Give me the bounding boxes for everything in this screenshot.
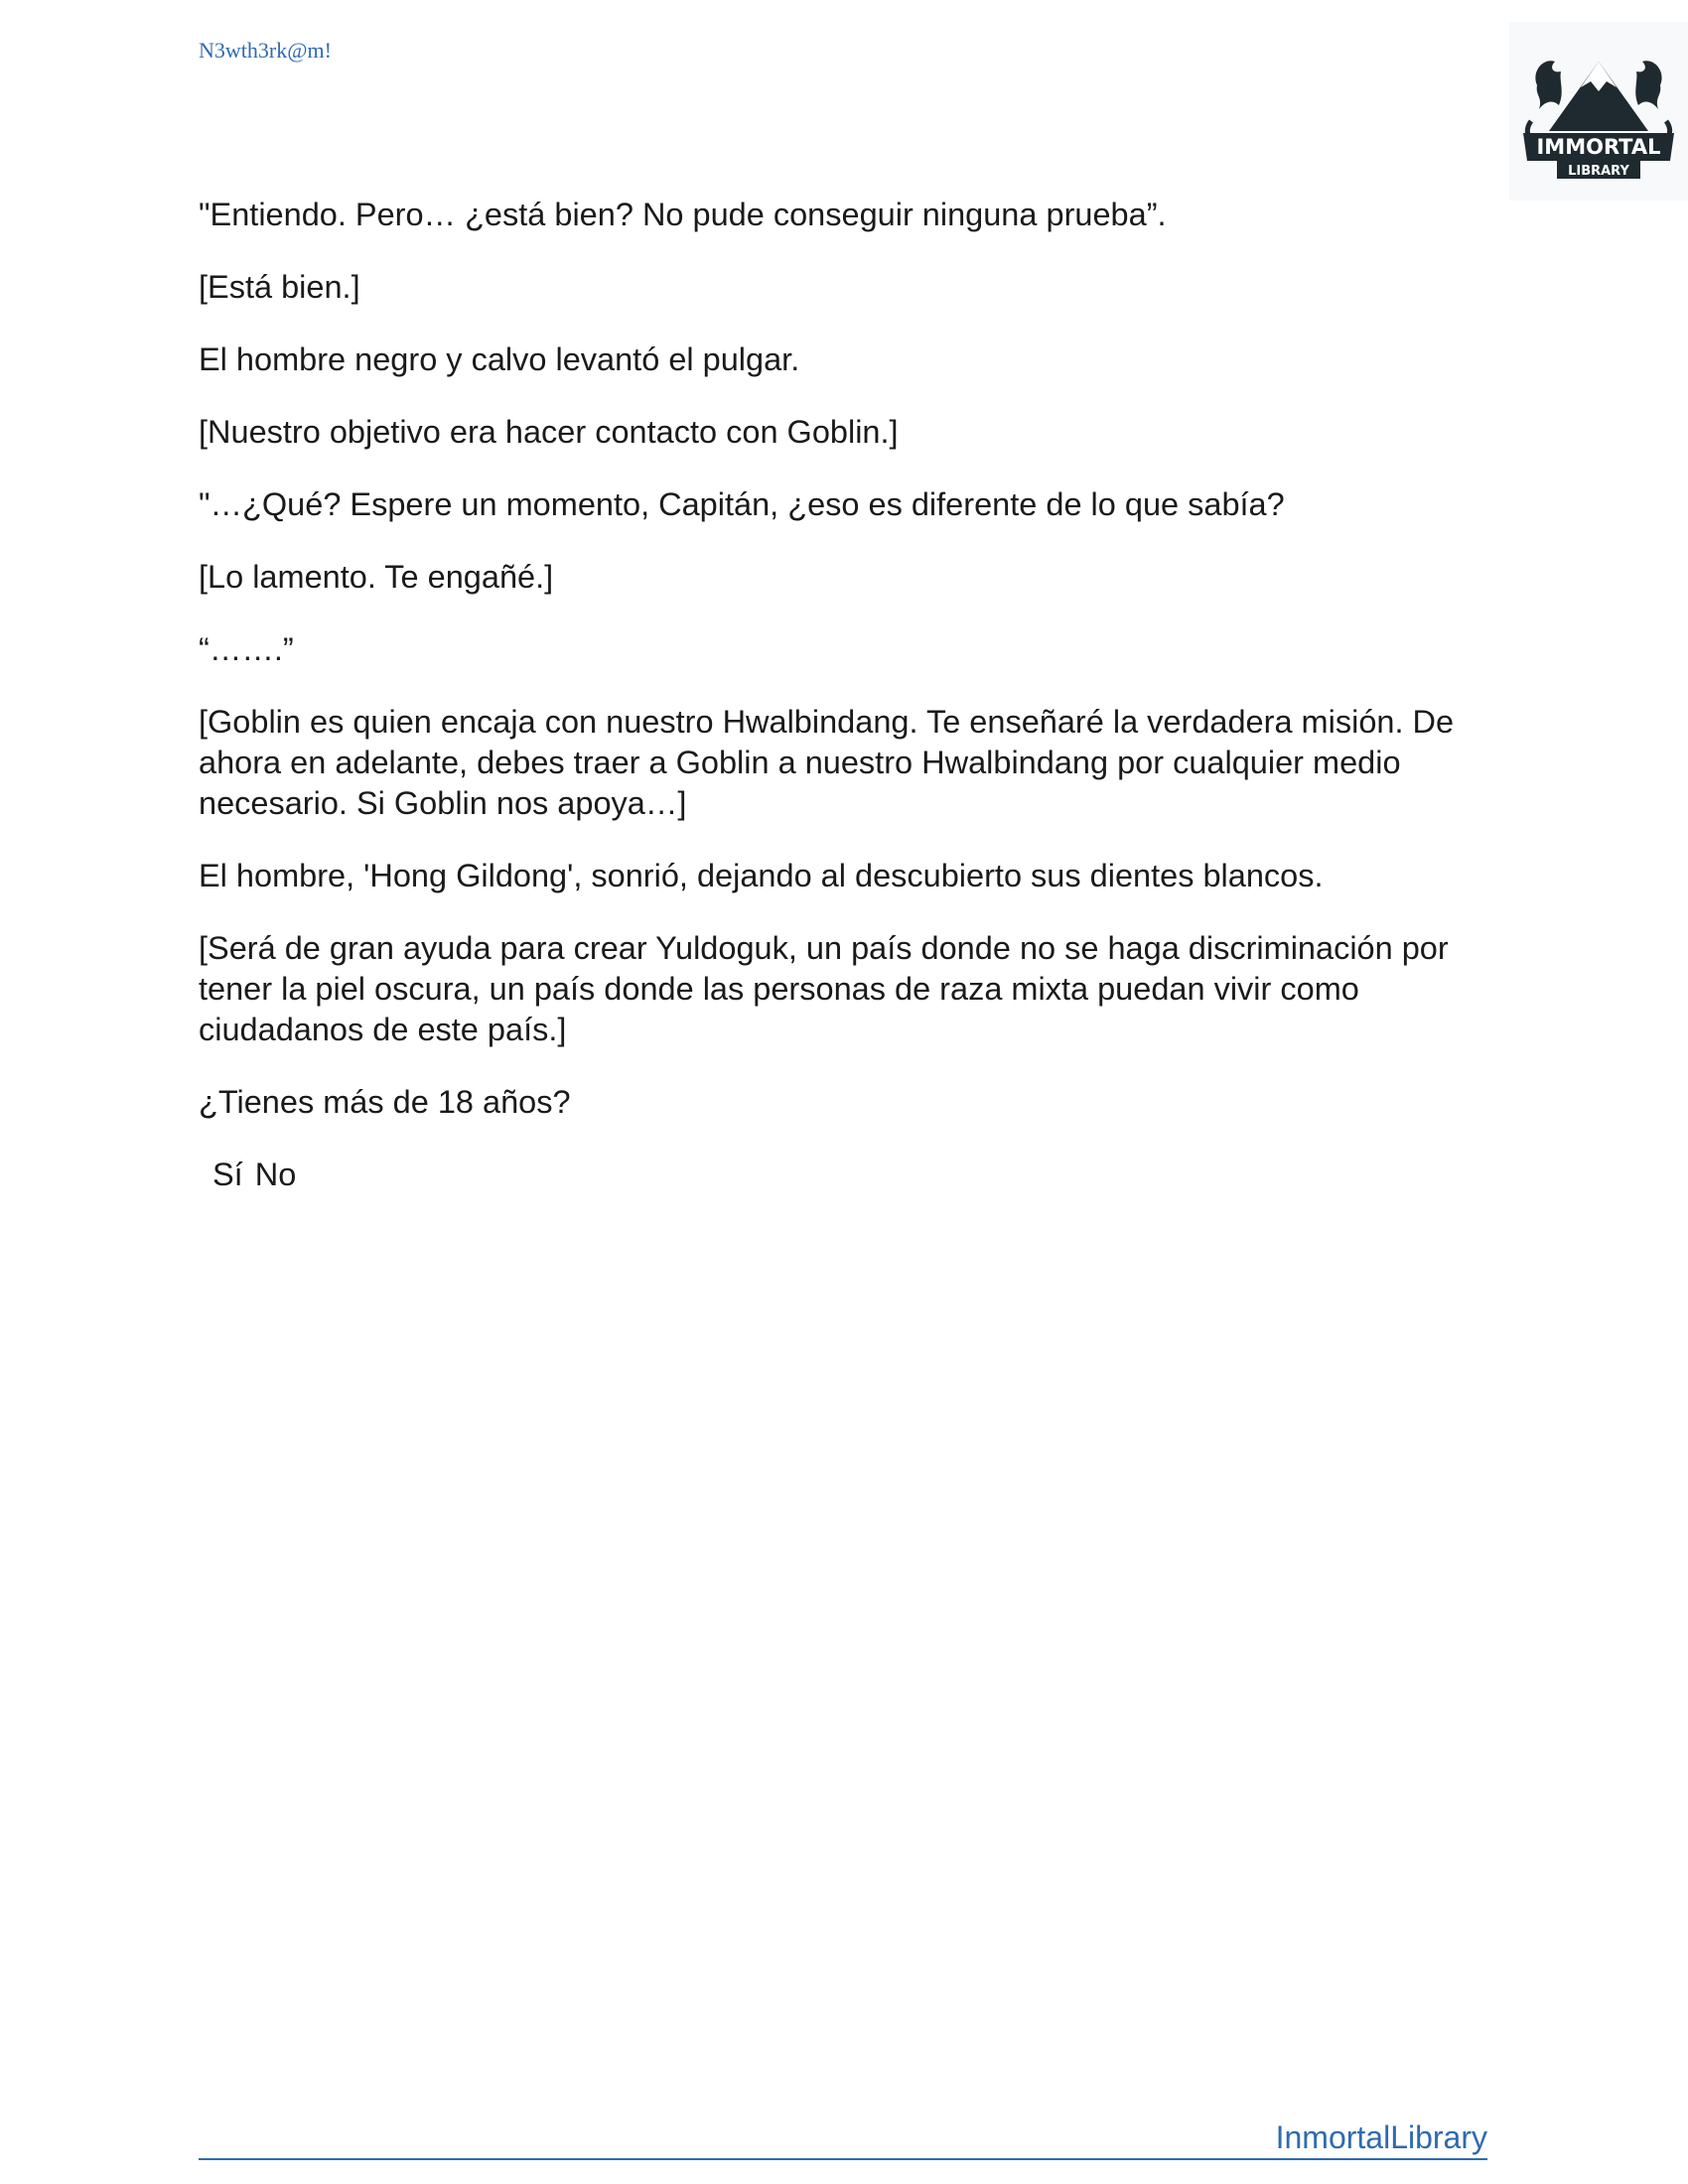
- footer: [199, 2115, 1487, 2160]
- logo-line2: LIBRARY: [1568, 164, 1629, 179]
- paragraph: [Será de gran ayuda para crear Yuldoguk, un país donde no se haga discriminación por tener la piel oscura, un país donde las personas de raza mixta puedan vivir como ciudadanos de este país.]: [199, 930, 1449, 1047]
- age-answer-options: [199, 1155, 1489, 1195]
- logo-line1: IMMORTAL: [1536, 135, 1661, 159]
- header-watermark: N3wth3rk@m!: [199, 38, 332, 63]
- paragraph: [Goblin es quien encaja con nuestro Hwalbindang. Te enseñaré la verdadera misión. De ahora en adelante, debes traer a Goblin a nuestro Hwalbindang por cualquier medio necesario. Si Goblin nos apoya…]: [199, 704, 1455, 821]
- paragraph: El hombre negro y calvo levantó el pulgar.: [199, 341, 800, 377]
- footer-link[interactable]: InmortalLibrary: [1275, 2119, 1487, 2155]
- age-question: ¿Tienes más de 18 años?: [199, 1084, 571, 1120]
- paragraph: [Nuestro objetivo era hacer contacto con Goblin.]: [199, 414, 899, 450]
- paragraph: [Está bien.]: [199, 269, 360, 305]
- no-option[interactable]: No: [254, 1157, 297, 1192]
- logo-emblem-icon: [1509, 22, 1688, 201]
- paragraph: “…….”: [199, 631, 294, 667]
- document-body: [199, 195, 1489, 1227]
- yes-option[interactable]: Sí: [212, 1157, 243, 1192]
- paragraph: "…¿Qué? Espere un momento, Capitán, ¿eso es diferente de lo que sabía?: [199, 486, 1285, 522]
- immortal-library-logo: [1509, 22, 1688, 201]
- paragraph: [Lo lamento. Te engañé.]: [199, 559, 554, 595]
- paragraph: "Entiendo. Pero… ¿está bien? No pude conseguir ninguna prueba”.: [199, 197, 1167, 232]
- paragraph: El hombre, 'Hong Gildong', sonrió, dejando al descubierto sus dientes blancos.: [199, 858, 1324, 893]
